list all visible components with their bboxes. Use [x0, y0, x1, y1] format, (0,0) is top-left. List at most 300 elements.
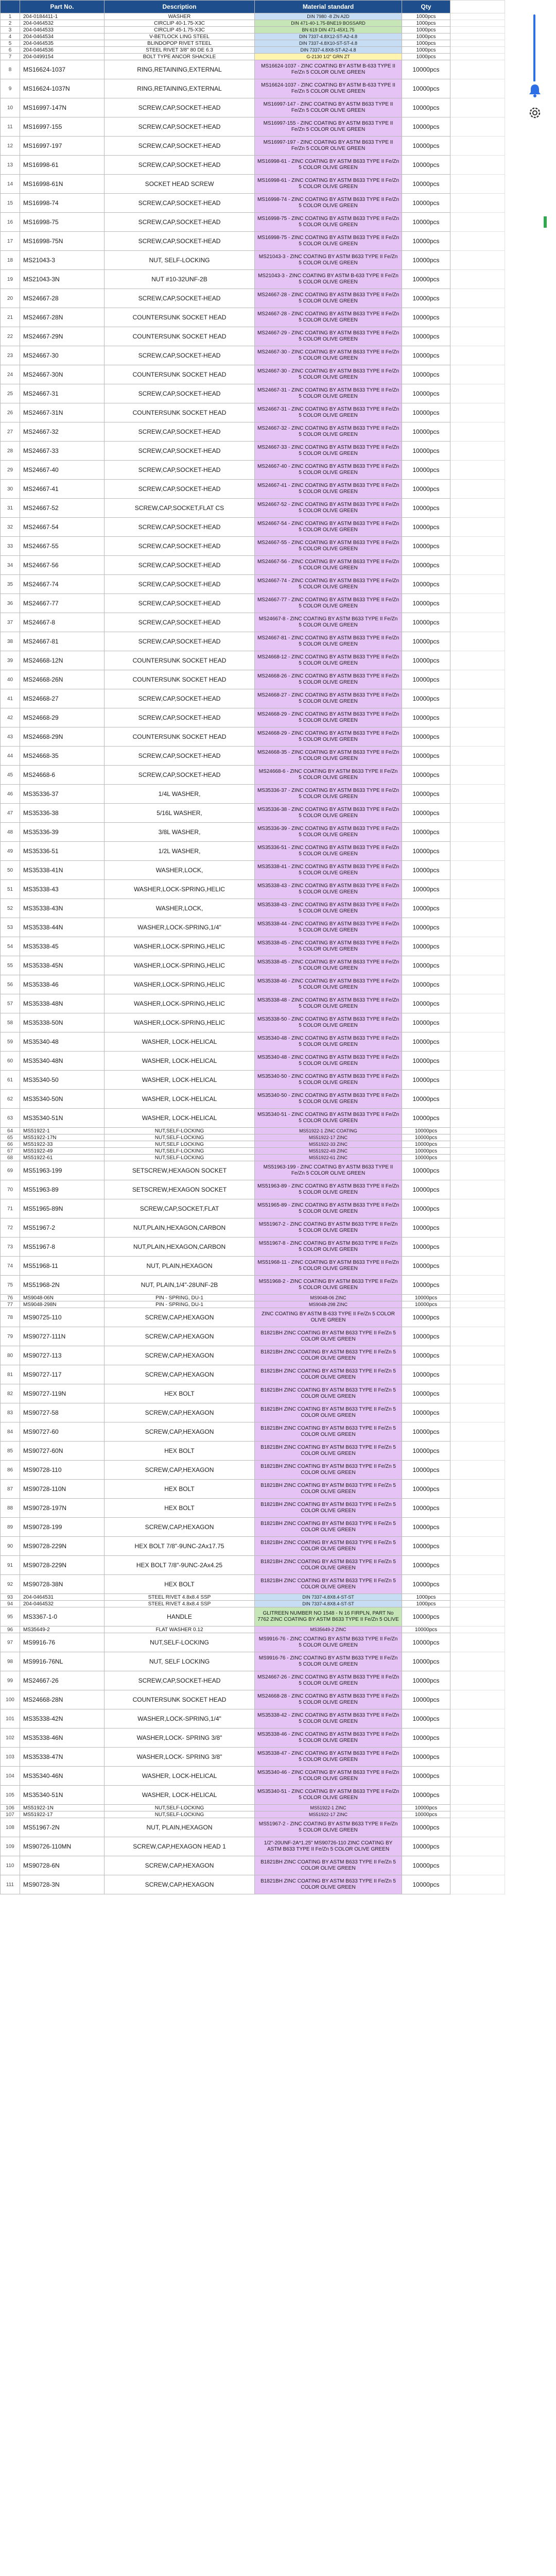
blank-cell[interactable]: [450, 442, 505, 461]
qty-cell[interactable]: 10000pcs: [402, 1626, 450, 1633]
part-number-cell[interactable]: MS24668-28N: [20, 1690, 105, 1709]
part-number-cell[interactable]: MS24668-29N: [20, 727, 105, 747]
material-cell[interactable]: MS35336-51 - ZINC COATING BY ASTM B633 TYPE II Fe/Zn 5 COLOR OLIVE GREEN: [255, 842, 402, 861]
row-index[interactable]: 42: [1, 708, 20, 727]
description-cell[interactable]: WASHER,LOCK-SPRING,HELIC: [105, 880, 255, 899]
blank-cell[interactable]: [450, 689, 505, 708]
description-cell[interactable]: CIRCLIP 40-1.75-X3C: [105, 20, 255, 27]
material-cell[interactable]: MS24667-56 - ZINC COATING BY ASTM B633 TYPE II Fe/Zn 5 COLOR OLIVE GREEN: [255, 556, 402, 575]
description-cell[interactable]: SCREW,CAP,SOCKET-HEAD: [105, 537, 255, 556]
row-index[interactable]: 1: [1, 13, 20, 20]
qty-cell[interactable]: 10000pcs: [402, 1218, 450, 1238]
part-number-cell[interactable]: MS9916-76: [20, 1633, 105, 1652]
material-cell[interactable]: DIN 7980 -8 ZN A2D: [255, 13, 402, 20]
row-index[interactable]: 84: [1, 1422, 20, 1442]
description-cell[interactable]: SCREW,CAP,SOCKET-HEAD: [105, 117, 255, 137]
row-index[interactable]: 88: [1, 1499, 20, 1518]
row-index[interactable]: 66: [1, 1141, 20, 1148]
material-cell[interactable]: MS16998-61 - ZINC COATING BY ASTM B633 TYPE II Fe/Zn 5 COLOR OLIVE GREEN: [255, 156, 402, 175]
qty-cell[interactable]: 10000pcs: [402, 1652, 450, 1671]
description-cell[interactable]: SCREW,CAP,SOCKET-HEAD: [105, 384, 255, 403]
row-index[interactable]: 74: [1, 1257, 20, 1276]
material-cell[interactable]: DIN 7337-4.8X8.4-ST-ST: [255, 1601, 402, 1607]
table-row[interactable]: [1, 13, 505, 20]
blank-cell[interactable]: [450, 251, 505, 270]
table-row[interactable]: [1, 1594, 505, 1601]
table-row[interactable]: [1, 727, 505, 747]
blank-cell[interactable]: [450, 1811, 505, 1818]
qty-cell[interactable]: 10000pcs: [402, 60, 450, 79]
table-row[interactable]: [1, 632, 505, 651]
material-cell[interactable]: MS51968-2 - ZINC COATING BY ASTM B633 TYPE II Fe/Zn 5 COLOR OLIVE GREEN: [255, 1276, 402, 1295]
row-index[interactable]: 23: [1, 346, 20, 365]
description-cell[interactable]: SCREW,CAP,HEXAGON: [105, 1856, 255, 1875]
description-cell[interactable]: WASHER,LOCK-SPRING,1/4": [105, 918, 255, 937]
blank-cell[interactable]: [450, 1671, 505, 1690]
row-index[interactable]: 55: [1, 956, 20, 975]
part-number-cell[interactable]: MS35338-42N: [20, 1709, 105, 1728]
description-cell[interactable]: NUT, PLAIN,1/4"-28UNF-2B: [105, 1276, 255, 1295]
blank-cell[interactable]: [450, 1180, 505, 1199]
row-index[interactable]: 8: [1, 60, 20, 79]
row-index[interactable]: 68: [1, 1155, 20, 1161]
row-index[interactable]: 48: [1, 823, 20, 842]
blank-cell[interactable]: [450, 1295, 505, 1301]
qty-cell[interactable]: 10000pcs: [402, 1155, 450, 1161]
blank-cell[interactable]: [450, 1276, 505, 1295]
blank-cell[interactable]: [450, 1786, 505, 1805]
row-index[interactable]: 49: [1, 842, 20, 861]
qty-cell[interactable]: 10000pcs: [402, 1180, 450, 1199]
blank-cell[interactable]: [450, 1128, 505, 1134]
material-cell[interactable]: MS51968-11 - ZINC COATING BY ASTM B633 TYPE II Fe/Zn 5 COLOR OLIVE GREEN: [255, 1257, 402, 1276]
qty-cell[interactable]: 10000pcs: [402, 213, 450, 232]
material-cell[interactable]: MS51967-2 - ZINC COATING BY ASTM B633 TYPE II Fe/Zn 5 COLOR OLIVE GREEN: [255, 1818, 402, 1837]
qty-cell[interactable]: 10000pcs: [402, 117, 450, 137]
part-number-cell[interactable]: MS24667-56: [20, 556, 105, 575]
material-cell[interactable]: MS35338-46 - ZINC COATING BY ASTM B633 TYPE II Fe/Zn 5 COLOR OLIVE GREEN: [255, 1728, 402, 1748]
blank-cell[interactable]: [450, 1308, 505, 1327]
blank-cell[interactable]: [450, 1461, 505, 1480]
qty-cell[interactable]: 10000pcs: [402, 708, 450, 727]
row-index[interactable]: 104: [1, 1767, 20, 1786]
material-cell[interactable]: B1821BH ZINC COATING BY ASTM B633 TYPE II Fe/Zn 5 COLOR OLIVE GREEN: [255, 1575, 402, 1594]
material-cell[interactable]: MS35338-43 - ZINC COATING BY ASTM B633 TYPE II Fe/Zn 5 COLOR OLIVE GREEN: [255, 880, 402, 899]
table-row[interactable]: [1, 708, 505, 727]
table-row[interactable]: [1, 975, 505, 994]
material-cell[interactable]: B1821BH ZINC COATING BY ASTM B633 TYPE II Fe/Zn 5 COLOR OLIVE GREEN: [255, 1875, 402, 1894]
part-number-cell[interactable]: MS16998-61N: [20, 175, 105, 194]
qty-cell[interactable]: 1000pcs: [402, 1601, 450, 1607]
qty-cell[interactable]: 10000pcs: [402, 327, 450, 346]
table-row[interactable]: [1, 442, 505, 461]
row-index[interactable]: 38: [1, 632, 20, 651]
blank-cell[interactable]: [450, 232, 505, 251]
blank-cell[interactable]: [450, 1518, 505, 1537]
material-cell[interactable]: MS51967-8 - ZINC COATING BY ASTM B633 TYPE II Fe/Zn 5 COLOR OLIVE GREEN: [255, 1238, 402, 1257]
description-cell[interactable]: NUT,SELF-LOCKING: [105, 1811, 255, 1818]
description-cell[interactable]: SCREW,CAP,SOCKET-HEAD: [105, 556, 255, 575]
description-cell[interactable]: SCREW,CAP,HEXAGON: [105, 1308, 255, 1327]
material-cell[interactable]: MS35340-50 - ZINC COATING BY ASTM B633 TYPE II Fe/Zn 5 COLOR OLIVE GREEN: [255, 1071, 402, 1090]
material-cell[interactable]: B1821BH ZINC COATING BY ASTM B633 TYPE II Fe/Zn 5 COLOR OLIVE GREEN: [255, 1499, 402, 1518]
row-index[interactable]: 50: [1, 861, 20, 880]
description-cell[interactable]: SCREW,CAP,SOCKET-HEAD: [105, 442, 255, 461]
part-number-cell[interactable]: 204-0464532: [20, 1601, 105, 1607]
description-cell[interactable]: COUNTERSUNK SOCKET HEAD: [105, 727, 255, 747]
description-cell[interactable]: NUT,SELF-LOCKING: [105, 1134, 255, 1141]
qty-cell[interactable]: 1000pcs: [402, 33, 450, 40]
qty-cell[interactable]: 10000pcs: [402, 956, 450, 975]
table-row[interactable]: [1, 1384, 505, 1403]
blank-cell[interactable]: [450, 1537, 505, 1556]
table-row[interactable]: [1, 1442, 505, 1461]
material-cell[interactable]: MS21043-3 - ZINC COATING BY ASTM B633 TYPE II Fe/Zn 5 COLOR OLIVE GREEN: [255, 251, 402, 270]
part-number-cell[interactable]: MS24667-81: [20, 632, 105, 651]
part-number-cell[interactable]: MS35338-43: [20, 880, 105, 899]
description-cell[interactable]: V-BETLOCK LING STEEL: [105, 33, 255, 40]
material-cell[interactable]: MS9916-76 - ZINC COATING BY ASTM B633 TYPE II Fe/Zn 5 COLOR OLIVE GREEN: [255, 1652, 402, 1671]
part-number-cell[interactable]: MS9048-298N: [20, 1301, 105, 1308]
header-material[interactable]: Material standard: [255, 1, 402, 13]
blank-cell[interactable]: [450, 175, 505, 194]
description-cell[interactable]: SCREW,CAP,SOCKET-HEAD: [105, 689, 255, 708]
row-index[interactable]: 14: [1, 175, 20, 194]
part-number-cell[interactable]: MS16997-155: [20, 117, 105, 137]
description-cell[interactable]: WASHER,LOCK-SPRING,1/4": [105, 1709, 255, 1728]
blank-cell[interactable]: [450, 785, 505, 804]
blank-cell[interactable]: [450, 899, 505, 918]
blank-cell[interactable]: [450, 194, 505, 213]
qty-cell[interactable]: 10000pcs: [402, 499, 450, 518]
row-index[interactable]: 96: [1, 1626, 20, 1633]
qty-cell[interactable]: 10000pcs: [402, 842, 450, 861]
row-index[interactable]: 21: [1, 308, 20, 327]
part-number-cell[interactable]: MS16624-1037N: [20, 79, 105, 98]
table-row[interactable]: [1, 1109, 505, 1128]
description-cell[interactable]: SCREW,CAP,SOCKET-HEAD: [105, 575, 255, 594]
blank-cell[interactable]: [450, 1709, 505, 1728]
gear-icon[interactable]: [526, 104, 544, 122]
row-index[interactable]: 20: [1, 289, 20, 308]
blank-cell[interactable]: [450, 213, 505, 232]
qty-cell[interactable]: 10000pcs: [402, 232, 450, 251]
blank-cell[interactable]: [450, 13, 505, 20]
part-number-cell[interactable]: MS24667-29N: [20, 327, 105, 346]
material-cell[interactable]: MS35338-46 - ZINC COATING BY ASTM B633 TYPE II Fe/Zn 5 COLOR OLIVE GREEN: [255, 975, 402, 994]
row-index[interactable]: 29: [1, 461, 20, 480]
material-cell[interactable]: MS24667-41 - ZINC COATING BY ASTM B633 TYPE II Fe/Zn 5 COLOR OLIVE GREEN: [255, 480, 402, 499]
part-number-cell[interactable]: MS51922-61: [20, 1155, 105, 1161]
blank-cell[interactable]: [450, 575, 505, 594]
part-number-cell[interactable]: MS24667-77: [20, 594, 105, 613]
part-number-cell[interactable]: MS51922-1N: [20, 1805, 105, 1811]
side-tab-marker[interactable]: [544, 216, 547, 228]
part-number-cell[interactable]: MS35649-2: [20, 1626, 105, 1633]
table-row[interactable]: [1, 232, 505, 251]
description-cell[interactable]: SCREW,CAP,SOCKET-HEAD: [105, 137, 255, 156]
description-cell[interactable]: PIN - SPRING, DU-1: [105, 1295, 255, 1301]
part-number-cell[interactable]: 204-0499154: [20, 54, 105, 60]
qty-cell[interactable]: 10000pcs: [402, 1346, 450, 1365]
description-cell[interactable]: WASHER,LOCK- SPRING 3/8": [105, 1728, 255, 1748]
material-cell[interactable]: G-2130 1/2" GRN ZT: [255, 54, 402, 60]
table-row[interactable]: [1, 1709, 505, 1728]
qty-cell[interactable]: 10000pcs: [402, 766, 450, 785]
qty-cell[interactable]: 10000pcs: [402, 537, 450, 556]
qty-cell[interactable]: 10000pcs: [402, 689, 450, 708]
description-cell[interactable]: STEEL RIVET 4.8x8.4 SSP: [105, 1601, 255, 1607]
description-cell[interactable]: NUT,SELF-LOCKING: [105, 1128, 255, 1134]
table-row[interactable]: [1, 1805, 505, 1811]
blank-cell[interactable]: [450, 1856, 505, 1875]
description-cell[interactable]: SCREW,CAP,SOCKET-HEAD: [105, 194, 255, 213]
row-index[interactable]: 28: [1, 442, 20, 461]
material-cell[interactable]: MS9048-06 ZINC: [255, 1295, 402, 1301]
part-number-cell[interactable]: MS35340-50: [20, 1071, 105, 1090]
part-number-cell[interactable]: 204-0464531: [20, 1594, 105, 1601]
material-cell[interactable]: MS51922-1 ZINC: [255, 1805, 402, 1811]
row-index[interactable]: 30: [1, 480, 20, 499]
row-index[interactable]: 22: [1, 327, 20, 346]
description-cell[interactable]: 1/4L WASHER,: [105, 785, 255, 804]
material-cell[interactable]: MS35336-38 - ZINC COATING BY ASTM B633 TYPE II Fe/Zn 5 COLOR OLIVE GREEN: [255, 804, 402, 823]
blank-cell[interactable]: [450, 346, 505, 365]
material-cell[interactable]: MS24668-26 - ZINC COATING BY ASTM B633 TYPE II Fe/Zn 5 COLOR OLIVE GREEN: [255, 670, 402, 689]
row-index[interactable]: 108: [1, 1818, 20, 1837]
qty-cell[interactable]: 10000pcs: [402, 1013, 450, 1032]
description-cell[interactable]: NUT, SELF-LOCKING: [105, 251, 255, 270]
blank-cell[interactable]: [450, 1442, 505, 1461]
part-number-cell[interactable]: MS24668-29: [20, 708, 105, 727]
qty-cell[interactable]: 10000pcs: [402, 727, 450, 747]
material-cell[interactable]: MS24667-54 - ZINC COATING BY ASTM B633 TYPE II Fe/Zn 5 COLOR OLIVE GREEN: [255, 518, 402, 537]
row-index[interactable]: 99: [1, 1671, 20, 1690]
blank-cell[interactable]: [450, 403, 505, 422]
table-row[interactable]: [1, 518, 505, 537]
part-number-cell[interactable]: MS51967-2N: [20, 1818, 105, 1837]
description-cell[interactable]: STEEL RIVET 4.8x8.4 SSP: [105, 1594, 255, 1601]
table-row[interactable]: [1, 1071, 505, 1090]
table-row[interactable]: [1, 327, 505, 346]
material-cell[interactable]: MS24668-12 - ZINC COATING BY ASTM B633 TYPE II Fe/Zn 5 COLOR OLIVE GREEN: [255, 651, 402, 670]
part-number-cell[interactable]: MS24668-12N: [20, 651, 105, 670]
table-row[interactable]: [1, 1499, 505, 1518]
table-row[interactable]: [1, 1461, 505, 1480]
blank-cell[interactable]: [450, 1155, 505, 1161]
material-cell[interactable]: B1821BH ZINC COATING BY ASTM B633 TYPE II Fe/Zn 5 COLOR OLIVE GREEN: [255, 1461, 402, 1480]
material-cell[interactable]: MS35340-51 - ZINC COATING BY ASTM B633 TYPE II Fe/Zn 5 COLOR OLIVE GREEN: [255, 1109, 402, 1128]
blank-cell[interactable]: [450, 1690, 505, 1709]
material-cell[interactable]: MS16998-75 - ZINC COATING BY ASTM B633 TYPE II Fe/Zn 5 COLOR OLIVE GREEN: [255, 213, 402, 232]
description-cell[interactable]: NUT,PLAIN,HEXAGON,CARBON: [105, 1238, 255, 1257]
blank-cell[interactable]: [450, 308, 505, 327]
qty-cell[interactable]: 10000pcs: [402, 1818, 450, 1837]
blank-cell[interactable]: [450, 1327, 505, 1346]
blank-cell[interactable]: [450, 1805, 505, 1811]
material-cell[interactable]: DIN 7337-4.8X10-ST-ST-4.8: [255, 40, 402, 47]
row-index[interactable]: 92: [1, 1575, 20, 1594]
qty-cell[interactable]: 10000pcs: [402, 384, 450, 403]
table-row[interactable]: [1, 575, 505, 594]
table-row[interactable]: [1, 20, 505, 27]
qty-cell[interactable]: 10000pcs: [402, 1811, 450, 1818]
table-row[interactable]: [1, 47, 505, 54]
description-cell[interactable]: SCREW,CAP,SOCKET-HEAD: [105, 613, 255, 632]
qty-cell[interactable]: 10000pcs: [402, 1499, 450, 1518]
description-cell[interactable]: SETSCREW,HEXAGON SOCKET: [105, 1180, 255, 1199]
material-cell[interactable]: MS21043-3 - ZINC COATING BY ASTM B-633 TYPE II Fe/Zn 5 COLOR OLIVE GREEN: [255, 270, 402, 289]
table-row[interactable]: [1, 1032, 505, 1052]
material-cell[interactable]: MS51963-89 - ZINC COATING BY ASTM B633 TYPE II Fe/Zn 5 COLOR OLIVE GREEN: [255, 1180, 402, 1199]
row-index[interactable]: 60: [1, 1052, 20, 1071]
table-row[interactable]: [1, 1811, 505, 1818]
row-index[interactable]: 91: [1, 1556, 20, 1575]
material-cell[interactable]: DIN 7337-4.8X8-ST-A2-4.8: [255, 47, 402, 54]
blank-cell[interactable]: [450, 1109, 505, 1128]
description-cell[interactable]: HEX BOLT: [105, 1442, 255, 1461]
part-number-cell[interactable]: MS90727-117: [20, 1365, 105, 1384]
qty-cell[interactable]: 10000pcs: [402, 1518, 450, 1537]
table-row[interactable]: [1, 1013, 505, 1032]
table-row[interactable]: [1, 1875, 505, 1894]
description-cell[interactable]: WASHER: [105, 13, 255, 20]
blank-cell[interactable]: [450, 1301, 505, 1308]
description-cell[interactable]: HEX BOLT: [105, 1480, 255, 1499]
qty-cell[interactable]: 10000pcs: [402, 1575, 450, 1594]
material-cell[interactable]: ZINC COATING BY ASTM B-633 TYPE II Fe/Zn 5 COLOR OLIVE GREEN: [255, 1308, 402, 1327]
scrollbar-thumb[interactable]: [533, 14, 535, 92]
part-number-cell[interactable]: MS35338-45: [20, 937, 105, 956]
material-cell[interactable]: MS51967-2 - ZINC COATING BY ASTM B633 TYPE II Fe/Zn 5 COLOR OLIVE GREEN: [255, 1218, 402, 1238]
table-row[interactable]: [1, 842, 505, 861]
table-row[interactable]: [1, 175, 505, 194]
blank-cell[interactable]: [450, 1346, 505, 1365]
material-cell[interactable]: MS24667-28 - ZINC COATING BY ASTM B633 TYPE II Fe/Zn 5 COLOR OLIVE GREEN: [255, 289, 402, 308]
qty-cell[interactable]: 10000pcs: [402, 1537, 450, 1556]
blank-cell[interactable]: [450, 40, 505, 47]
part-number-cell[interactable]: MS16624-1037: [20, 60, 105, 79]
description-cell[interactable]: COUNTERSUNK SOCKET HEAD: [105, 670, 255, 689]
blank-cell[interactable]: [450, 975, 505, 994]
description-cell[interactable]: NUT,PLAIN,HEXAGON,CARBON: [105, 1218, 255, 1238]
material-cell[interactable]: B1821BH ZINC COATING BY ASTM B633 TYPE II Fe/Zn 5 COLOR OLIVE GREEN: [255, 1327, 402, 1346]
table-row[interactable]: [1, 251, 505, 270]
qty-cell[interactable]: 10000pcs: [402, 804, 450, 823]
qty-cell[interactable]: 10000pcs: [402, 1767, 450, 1786]
row-index[interactable]: 31: [1, 499, 20, 518]
description-cell[interactable]: SCREW,CAP,SOCKET-HEAD: [105, 422, 255, 442]
part-number-cell[interactable]: MS35340-46N: [20, 1767, 105, 1786]
row-index[interactable]: 26: [1, 403, 20, 422]
row-index[interactable]: 54: [1, 937, 20, 956]
row-index[interactable]: 62: [1, 1090, 20, 1109]
qty-cell[interactable]: 10000pcs: [402, 1365, 450, 1384]
qty-cell[interactable]: 10000pcs: [402, 442, 450, 461]
row-index[interactable]: 45: [1, 766, 20, 785]
part-number-cell[interactable]: MS24667-40: [20, 461, 105, 480]
blank-cell[interactable]: [450, 1652, 505, 1671]
description-cell[interactable]: SCREW,CAP,HEXAGON: [105, 1875, 255, 1894]
blank-cell[interactable]: [450, 1141, 505, 1148]
table-row[interactable]: [1, 1818, 505, 1837]
table-row[interactable]: [1, 1346, 505, 1365]
part-number-cell[interactable]: MS16998-61: [20, 156, 105, 175]
material-cell[interactable]: GLITREEN NUMBER NO 1548 - N 16 FIRPLN, PART No 7762 ZINC COATING BY ASTM B633 TYPE II Fe/Zn 5 OLIVE: [255, 1607, 402, 1626]
part-number-cell[interactable]: MS35336-37: [20, 785, 105, 804]
row-index[interactable]: 82: [1, 1384, 20, 1403]
qty-cell[interactable]: 10000pcs: [402, 1295, 450, 1301]
description-cell[interactable]: COUNTERSUNK SOCKET HEAD: [105, 327, 255, 346]
part-number-cell[interactable]: MS35336-39: [20, 823, 105, 842]
material-cell[interactable]: MS35338-44 - ZINC COATING BY ASTM B633 TYPE II Fe/Zn 5 COLOR OLIVE GREEN: [255, 918, 402, 937]
table-row[interactable]: [1, 861, 505, 880]
description-cell[interactable]: WASHER, LOCK-HELICAL: [105, 1090, 255, 1109]
table-row[interactable]: [1, 670, 505, 689]
row-index[interactable]: 109: [1, 1837, 20, 1856]
table-row[interactable]: [1, 461, 505, 480]
material-cell[interactable]: MS16998-74 - ZINC COATING BY ASTM B633 TYPE II Fe/Zn 5 COLOR OLIVE GREEN: [255, 194, 402, 213]
blank-cell[interactable]: [450, 1633, 505, 1652]
part-number-cell[interactable]: MS16998-74: [20, 194, 105, 213]
part-number-cell[interactable]: MS24667-31: [20, 384, 105, 403]
row-index[interactable]: 25: [1, 384, 20, 403]
part-number-cell[interactable]: MS90727-113: [20, 1346, 105, 1365]
part-number-cell[interactable]: MS51967-2: [20, 1218, 105, 1238]
material-cell[interactable]: MS35649-2 ZINC: [255, 1626, 402, 1633]
table-row[interactable]: [1, 1301, 505, 1308]
blank-cell[interactable]: [450, 137, 505, 156]
table-row[interactable]: [1, 27, 505, 33]
table-row[interactable]: [1, 1767, 505, 1786]
qty-cell[interactable]: 10000pcs: [402, 937, 450, 956]
material-cell[interactable]: MS24667-32 - ZINC COATING BY ASTM B633 TYPE II Fe/Zn 5 COLOR OLIVE GREEN: [255, 422, 402, 442]
material-cell[interactable]: MS24668-29 - ZINC COATING BY ASTM B633 TYPE II Fe/Zn 5 COLOR OLIVE GREEN: [255, 708, 402, 727]
part-number-cell[interactable]: MS24667-32: [20, 422, 105, 442]
part-number-cell[interactable]: MS16997-147N: [20, 98, 105, 117]
header-description[interactable]: Description: [105, 1, 255, 13]
description-cell[interactable]: SCREW,CAP,SOCKET-HEAD: [105, 461, 255, 480]
table-row[interactable]: [1, 1155, 505, 1161]
row-index[interactable]: 95: [1, 1607, 20, 1626]
part-number-cell[interactable]: MS90727-111N: [20, 1327, 105, 1346]
part-number-cell[interactable]: MS90728-110N: [20, 1480, 105, 1499]
description-cell[interactable]: SCREW,CAP,SOCKET,FLAT: [105, 1199, 255, 1218]
description-cell[interactable]: SCREW,CAP,SOCKET-HEAD: [105, 213, 255, 232]
qty-cell[interactable]: 10000pcs: [402, 994, 450, 1013]
part-number-cell[interactable]: MS90726-110MN: [20, 1837, 105, 1856]
table-row[interactable]: [1, 60, 505, 79]
material-cell[interactable]: MS24667-30 - ZINC COATING BY ASTM B633 TYPE II Fe/Zn 5 COLOR OLIVE GREEN: [255, 365, 402, 384]
table-row[interactable]: [1, 365, 505, 384]
description-cell[interactable]: WASHER,LOCK-SPRING,HELIC: [105, 1013, 255, 1032]
description-cell[interactable]: SCREW,CAP,SOCKET-HEAD: [105, 346, 255, 365]
table-row[interactable]: [1, 1327, 505, 1346]
description-cell[interactable]: SCREW,CAP,SOCKET-HEAD: [105, 708, 255, 727]
table-row[interactable]: [1, 1690, 505, 1709]
material-cell[interactable]: B1821BH ZINC COATING BY ASTM B633 TYPE II Fe/Zn 5 COLOR OLIVE GREEN: [255, 1384, 402, 1403]
row-index[interactable]: 94: [1, 1601, 20, 1607]
blank-cell[interactable]: [450, 918, 505, 937]
blank-cell[interactable]: [450, 499, 505, 518]
part-number-cell[interactable]: MS35340-50N: [20, 1090, 105, 1109]
material-cell[interactable]: DIN 7337-4.8X12-ST-A2-4.8: [255, 33, 402, 40]
row-index[interactable]: 57: [1, 994, 20, 1013]
table-row[interactable]: [1, 213, 505, 232]
description-cell[interactable]: SCREW,CAP,SOCKET-HEAD: [105, 518, 255, 537]
material-cell[interactable]: B1821BH ZINC COATING BY ASTM B633 TYPE II Fe/Zn 5 COLOR OLIVE GREEN: [255, 1556, 402, 1575]
qty-cell[interactable]: 10000pcs: [402, 1671, 450, 1690]
